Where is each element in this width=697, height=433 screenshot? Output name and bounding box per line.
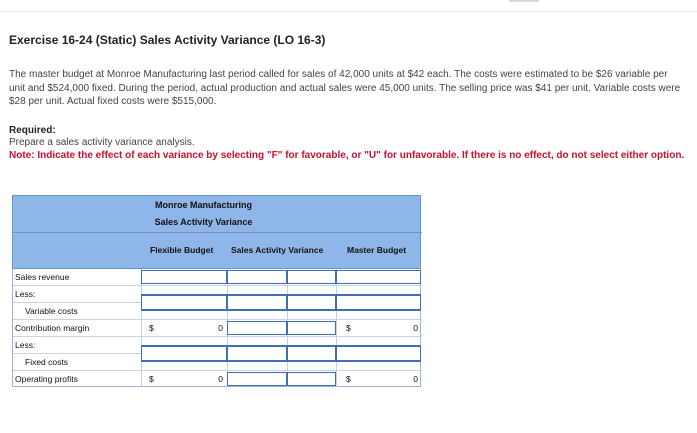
- row-variable-costs: [13, 303, 422, 320]
- fixed-costs-effect-select[interactable]: [287, 345, 336, 362]
- variance-worksheet: [12, 195, 421, 387]
- row-label: Less:: [15, 289, 36, 299]
- fixed-costs-variance-input[interactable]: [227, 345, 287, 362]
- sales-revenue-flexible-input[interactable]: [141, 270, 227, 284]
- variable-costs-flexible-input[interactable]: [141, 294, 227, 311]
- required-label: Required:: [9, 125, 56, 136]
- contribution-margin-flexible-value: 0: [218, 323, 223, 333]
- row-label: Operating profits: [15, 374, 78, 384]
- row-contribution-margin: [13, 320, 422, 337]
- contribution-margin-master-value: 0: [413, 323, 418, 333]
- worksheet-grid: [12, 269, 421, 387]
- header-divider: [13, 232, 422, 233]
- operating-profits-variance-input[interactable]: [227, 372, 287, 386]
- instruction-text: Prepare a sales activity variance analysis.: [9, 137, 195, 148]
- currency-symbol: $: [149, 374, 154, 384]
- operating-profits-master-value: 0: [413, 374, 418, 384]
- sales-revenue-variance-input[interactable]: [227, 270, 287, 284]
- contribution-margin-variance-input[interactable]: [227, 321, 287, 335]
- row-label: Contribution margin: [15, 323, 90, 333]
- company-name: Monroe Manufacturing: [155, 200, 252, 210]
- row-label: Variable costs: [25, 306, 78, 316]
- row-label: Fixed costs: [25, 357, 68, 367]
- currency-symbol: $: [149, 323, 154, 333]
- row-operating-profits: [13, 371, 422, 387]
- note-text: Note: Indicate the effect of each variance by selecting "F" for favorable, or "U" for unfavorable. If there is no effect, do not select either option.: [9, 150, 685, 161]
- operating-profits-flexible-value: 0: [218, 374, 223, 384]
- sales-revenue-effect-select[interactable]: [287, 270, 336, 284]
- worksheet-header: [12, 195, 421, 269]
- top-tab-indicator: [509, 0, 539, 2]
- operating-profits-effect-select[interactable]: [287, 372, 336, 386]
- column-header-master: Master Budget: [347, 245, 407, 255]
- variable-costs-effect-select[interactable]: [287, 294, 336, 311]
- problem-description: The master budget at Monroe Manufacturing last period called for sales of 42,000 units at $42 each. The costs were estimated to be $26 variable per unit and $524,000 fixed. During the period, actual production and actual sales were 45,000 units. The selling price was $41 per unit. Variable costs were $28 per unit. Actual fixed costs were $515,000.: [9, 69, 681, 107]
- sales-revenue-master-input[interactable]: [336, 270, 421, 284]
- exercise-title: Exercise 16-24 (Static) Sales Activity Variance (LO 16-3): [9, 33, 326, 47]
- top-bar: [0, 0, 697, 12]
- fixed-costs-flexible-input[interactable]: [141, 345, 227, 362]
- row-label: Sales revenue: [15, 272, 70, 282]
- row-fixed-costs: [13, 354, 422, 371]
- contribution-margin-effect-select[interactable]: [287, 321, 336, 335]
- currency-symbol: $: [346, 323, 351, 333]
- column-header-flexible: Flexible Budget: [150, 245, 214, 255]
- variable-costs-variance-input[interactable]: [227, 294, 287, 311]
- variable-costs-master-input[interactable]: [336, 294, 421, 311]
- row-label: Less:: [15, 340, 36, 350]
- currency-symbol: $: [346, 374, 351, 384]
- column-header-variance: Sales Activity Variance: [231, 245, 324, 255]
- report-title: Sales Activity Variance: [154, 217, 253, 227]
- fixed-costs-master-input[interactable]: [336, 345, 421, 362]
- row-sales-revenue: [13, 269, 422, 286]
